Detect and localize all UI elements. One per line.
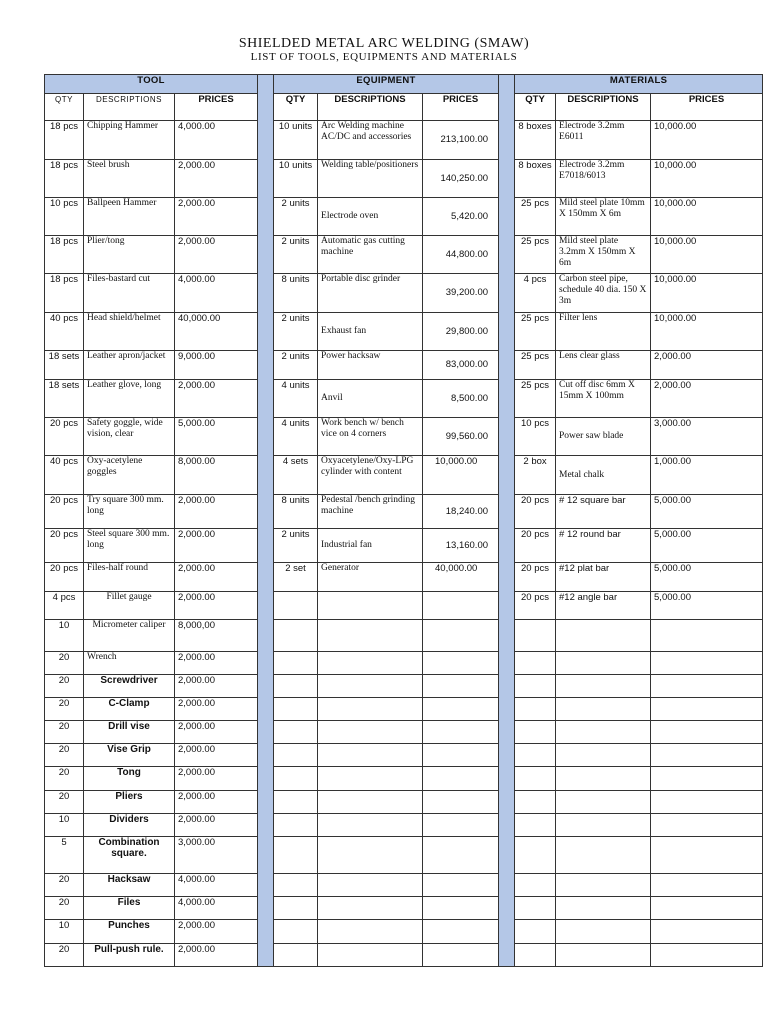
table-row xyxy=(45,897,763,920)
tool-price-cell: 3,000.00 xyxy=(175,836,258,873)
equipment-qty-cell xyxy=(274,813,318,836)
equipment-description-cell: Work bench w/ bench vice on 4 corners xyxy=(318,418,423,456)
tool-price-header: PRICES xyxy=(175,94,258,121)
tool-price-cell: 2,000.00 xyxy=(175,698,258,721)
equipment-description-cell xyxy=(318,674,423,697)
equipment-description-cell xyxy=(318,767,423,790)
equipment-desc-header: DESCRIPTIONS xyxy=(318,94,423,121)
equipment-qty-cell: 2 set xyxy=(274,563,318,592)
tool-description-cell: Dividers xyxy=(84,813,175,836)
materials-qty-cell: 8 boxes xyxy=(515,121,556,159)
tool-qty-cell: 20 xyxy=(45,698,84,721)
tool-qty-cell: 18 pcs xyxy=(45,274,84,312)
tool-price-cell: 2,000.00 xyxy=(175,197,258,235)
table-row xyxy=(45,619,763,651)
equipment-price-cell: 99,560.00 xyxy=(423,418,499,456)
materials-qty-cell: 2 box xyxy=(515,456,556,494)
table-row xyxy=(45,563,763,592)
table-row xyxy=(45,651,763,674)
materials-price-cell xyxy=(651,790,763,813)
equipment-price-cell xyxy=(423,813,499,836)
equipment-description-cell: Portable disc grinder xyxy=(318,274,423,312)
equipment-qty-cell xyxy=(274,836,318,873)
document-title: SHIELDED METAL ARC WELDING (SMAW) xyxy=(238,36,530,51)
materials-description-cell xyxy=(556,767,651,790)
tool-description-cell: Head shield/helmet xyxy=(84,312,175,350)
table-row xyxy=(45,721,763,744)
equipment-description-cell xyxy=(318,592,423,619)
equipment-qty-cell: 8 units xyxy=(274,494,318,528)
table-row xyxy=(45,418,763,456)
inventory-table xyxy=(44,74,763,967)
tool-description-cell: Hacksaw xyxy=(84,874,175,897)
materials-price-cell: 10,000.00 xyxy=(651,197,763,235)
equipment-price-cell xyxy=(423,874,499,897)
tool-price-cell: 9,000.00 xyxy=(175,350,258,379)
materials-qty-cell: 25 pcs xyxy=(515,350,556,379)
materials-description-cell: Metal chalk xyxy=(556,456,651,494)
materials-qty-cell xyxy=(515,619,556,651)
equipment-description-cell xyxy=(318,619,423,651)
tool-qty-cell: 20 pcs xyxy=(45,528,84,562)
equipment-price-cell xyxy=(423,836,499,873)
tool-price-cell: 4,000.00 xyxy=(175,874,258,897)
materials-description-cell: # 12 square bar xyxy=(556,494,651,528)
table-row xyxy=(45,767,763,790)
materials-description-cell xyxy=(556,813,651,836)
tool-description-cell: Oxy-acetylene goggles xyxy=(84,456,175,494)
tool-price-cell: 40,000.00 xyxy=(175,312,258,350)
materials-description-cell: Cut off disc 6mm X 15mm X 100mm xyxy=(556,379,651,417)
equipment-qty-cell xyxy=(274,721,318,744)
column-header-row xyxy=(45,94,763,121)
materials-price-cell: 2,000.00 xyxy=(651,379,763,417)
tool-qty-cell: 18 pcs xyxy=(45,121,84,159)
materials-price-cell: 1,000.00 xyxy=(651,456,763,494)
equipment-price-cell: 140,250.00 xyxy=(423,159,499,197)
materials-qty-header: QTY xyxy=(515,94,556,121)
tool-qty-cell: 5 xyxy=(45,836,84,873)
materials-price-cell xyxy=(651,651,763,674)
materials-price-cell: 10,000.00 xyxy=(651,274,763,312)
equipment-description-cell xyxy=(318,790,423,813)
materials-qty-cell: 20 pcs xyxy=(515,563,556,592)
materials-description-cell: Mild steel plate 3.2mm X 150mm X 6m xyxy=(556,236,651,274)
equipment-price-cell xyxy=(423,744,499,767)
equipment-price-cell: 8,500.00 xyxy=(423,379,499,417)
equipment-qty-cell: 4 units xyxy=(274,418,318,456)
equipment-description-cell xyxy=(318,943,423,966)
tool-qty-cell: 40 pcs xyxy=(45,312,84,350)
table-row xyxy=(45,698,763,721)
equipment-price-cell: 29,800.00 xyxy=(423,312,499,350)
equipment-description-cell: Oxyacetylene/Oxy-LPG cylinder with content xyxy=(318,456,423,494)
tool-description-cell: Vise Grip xyxy=(84,744,175,767)
tool-qty-cell: 20 xyxy=(45,897,84,920)
equipment-qty-cell: 2 units xyxy=(274,312,318,350)
materials-price-cell: 10,000.00 xyxy=(651,236,763,274)
equipment-price-cell: 213,100.00 xyxy=(423,121,499,159)
tool-description-cell: Try square 300 mm. long xyxy=(84,494,175,528)
tool-qty-cell: 20 xyxy=(45,767,84,790)
materials-price-cell: 2,000.00 xyxy=(651,350,763,379)
equipment-qty-cell: 10 units xyxy=(274,121,318,159)
section-equipment: EQUIPMENT xyxy=(274,75,499,94)
equipment-qty-cell: 2 units xyxy=(274,236,318,274)
materials-price-cell xyxy=(651,920,763,943)
tool-price-cell: 8,000.00 xyxy=(175,456,258,494)
tool-qty-cell: 20 xyxy=(45,721,84,744)
equipment-qty-cell: 2 units xyxy=(274,350,318,379)
materials-qty-cell: 10 pcs xyxy=(515,418,556,456)
tool-price-cell: 2,000.00 xyxy=(175,592,258,619)
tool-qty-cell: 20 xyxy=(45,943,84,966)
tool-qty-cell: 40 pcs xyxy=(45,456,84,494)
materials-qty-cell: 25 pcs xyxy=(515,236,556,274)
equipment-description-cell: Power hacksaw xyxy=(318,350,423,379)
materials-price-cell xyxy=(651,674,763,697)
materials-price-cell: 10,000.00 xyxy=(651,121,763,159)
equipment-price-cell xyxy=(423,674,499,697)
tool-qty-cell: 18 sets xyxy=(45,379,84,417)
tool-price-cell: 2,000.00 xyxy=(175,563,258,592)
tool-price-cell: 2,000.00 xyxy=(175,651,258,674)
tool-description-cell: Ballpeen Hammer xyxy=(84,197,175,235)
column-divider xyxy=(499,75,515,967)
tool-description-cell: Tong xyxy=(84,767,175,790)
equipment-price-cell xyxy=(423,698,499,721)
tool-description-cell: Plier/tong xyxy=(84,236,175,274)
materials-qty-cell xyxy=(515,790,556,813)
equipment-qty-cell: 8 units xyxy=(274,274,318,312)
materials-qty-cell: 20 pcs xyxy=(515,592,556,619)
equipment-description-cell xyxy=(318,813,423,836)
tool-description-cell: Pliers xyxy=(84,790,175,813)
table-row xyxy=(45,813,763,836)
tool-price-cell: 4,000.00 xyxy=(175,274,258,312)
materials-qty-cell xyxy=(515,897,556,920)
table-row xyxy=(45,744,763,767)
materials-qty-cell xyxy=(515,767,556,790)
materials-description-cell: #12 angle bar xyxy=(556,592,651,619)
equipment-price-cell: 13,160.00 xyxy=(423,528,499,562)
tool-description-cell: Fillet gauge xyxy=(84,592,175,619)
materials-price-cell: 10,000.00 xyxy=(651,159,763,197)
materials-description-cell xyxy=(556,651,651,674)
equipment-qty-cell xyxy=(274,698,318,721)
tool-qty-cell: 18 pcs xyxy=(45,236,84,274)
equipment-qty-cell: 2 units xyxy=(274,197,318,235)
equipment-qty-cell xyxy=(274,674,318,697)
materials-qty-cell: 25 pcs xyxy=(515,197,556,235)
table-row xyxy=(45,379,763,417)
section-materials: MATERIALS xyxy=(515,75,763,94)
tool-qty-header: QTY xyxy=(45,94,84,121)
tool-description-cell: Leather apron/jacket xyxy=(84,350,175,379)
tool-qty-cell: 10 pcs xyxy=(45,197,84,235)
materials-price-cell xyxy=(651,897,763,920)
tool-qty-cell: 20 xyxy=(45,674,84,697)
materials-price-cell xyxy=(651,619,763,651)
materials-qty-cell xyxy=(515,874,556,897)
equipment-description-cell xyxy=(318,721,423,744)
materials-description-cell: Carbon steel pipe, schedule 40 dia. 150 X 3m xyxy=(556,274,651,312)
equipment-description-cell xyxy=(318,744,423,767)
tool-description-cell: Screwdriver xyxy=(84,674,175,697)
equipment-qty-cell: 2 units xyxy=(274,528,318,562)
materials-price-cell xyxy=(651,874,763,897)
materials-qty-cell: 25 pcs xyxy=(515,312,556,350)
tool-qty-cell: 20 xyxy=(45,790,84,813)
materials-description-cell xyxy=(556,790,651,813)
tool-description-cell: Drill vise xyxy=(84,721,175,744)
materials-qty-cell xyxy=(515,721,556,744)
tool-qty-cell: 10 xyxy=(45,813,84,836)
equipment-description-cell xyxy=(318,920,423,943)
tool-price-cell: 2,000.00 xyxy=(175,767,258,790)
tool-description-cell: Chipping Hammer xyxy=(84,121,175,159)
table-row xyxy=(45,350,763,379)
table-row xyxy=(45,874,763,897)
materials-description-cell: Electrode 3.2mm E6011 xyxy=(556,121,651,159)
equipment-qty-cell xyxy=(274,744,318,767)
tool-price-cell: 2,000.00 xyxy=(175,744,258,767)
equipment-qty-cell xyxy=(274,592,318,619)
materials-description-cell xyxy=(556,721,651,744)
materials-description-cell: Filter lens xyxy=(556,312,651,350)
equipment-price-cell: 5,420.00 xyxy=(423,197,499,235)
table-row xyxy=(45,790,763,813)
equipment-description-cell: Electrode oven xyxy=(318,197,423,235)
tool-description-cell: Micrometer caliper xyxy=(84,619,175,651)
tool-qty-cell: 10 xyxy=(45,619,84,651)
equipment-price-cell xyxy=(423,592,499,619)
materials-qty-cell xyxy=(515,836,556,873)
equipment-qty-cell xyxy=(274,874,318,897)
table-row xyxy=(45,494,763,528)
tool-price-cell: 5,000.00 xyxy=(175,418,258,456)
materials-price-cell xyxy=(651,836,763,873)
table-row xyxy=(45,312,763,350)
section-header-row xyxy=(45,75,763,94)
materials-description-cell: Electrode 3.2mm E7018/6013 xyxy=(556,159,651,197)
table-row xyxy=(45,528,763,562)
equipment-price-cell: 40,000.00 xyxy=(423,563,499,592)
equipment-price-cell xyxy=(423,943,499,966)
materials-description-cell: # 12 round bar xyxy=(556,528,651,562)
tool-price-cell: 2,000.00 xyxy=(175,813,258,836)
materials-price-cell xyxy=(651,744,763,767)
tool-price-cell: 2,000.00 xyxy=(175,494,258,528)
equipment-price-cell: 83,000.00 xyxy=(423,350,499,379)
table-row xyxy=(45,456,763,494)
tool-description-cell: C-Clamp xyxy=(84,698,175,721)
materials-price-cell: 3,000.00 xyxy=(651,418,763,456)
equipment-qty-cell xyxy=(274,619,318,651)
tool-price-cell: 2,000.00 xyxy=(175,159,258,197)
equipment-description-cell xyxy=(318,874,423,897)
materials-qty-cell xyxy=(515,943,556,966)
tool-price-cell: 8,000,00 xyxy=(175,619,258,651)
materials-price-cell xyxy=(651,721,763,744)
materials-price-cell: 5,000.00 xyxy=(651,592,763,619)
materials-qty-cell xyxy=(515,651,556,674)
tool-description-cell: Punches xyxy=(84,920,175,943)
equipment-description-cell: Arc Welding machine AC/DC and accessories xyxy=(318,121,423,159)
document-subtitle: LIST OF TOOLS, EQUIPMENTS AND MATERIALS xyxy=(250,51,518,63)
materials-qty-cell: 4 pcs xyxy=(515,274,556,312)
section-tool: TOOL xyxy=(45,75,258,94)
materials-description-cell: Mild steel plate 10mm X 150mm X 6m xyxy=(556,197,651,235)
materials-price-cell xyxy=(651,813,763,836)
equipment-qty-cell: 4 sets xyxy=(274,456,318,494)
materials-description-cell xyxy=(556,897,651,920)
equipment-qty-cell xyxy=(274,897,318,920)
equipment-price-cell: 44,800.00 xyxy=(423,236,499,274)
column-divider xyxy=(258,75,274,967)
materials-description-cell xyxy=(556,744,651,767)
equipment-qty-cell: 10 units xyxy=(274,159,318,197)
tool-price-cell: 2,000.00 xyxy=(175,920,258,943)
materials-description-cell xyxy=(556,698,651,721)
tool-description-cell: Steel brush xyxy=(84,159,175,197)
materials-qty-cell xyxy=(515,920,556,943)
materials-qty-cell: 20 pcs xyxy=(515,494,556,528)
tool-description-cell: Combination square. xyxy=(84,836,175,873)
materials-qty-cell xyxy=(515,813,556,836)
tool-price-cell: 2,000.00 xyxy=(175,236,258,274)
materials-desc-header: DESCRIPTIONS xyxy=(556,94,651,121)
equipment-price-cell xyxy=(423,721,499,744)
equipment-description-cell xyxy=(318,651,423,674)
materials-qty-cell: 8 boxes xyxy=(515,159,556,197)
table-row xyxy=(45,592,763,619)
equipment-price-cell: 10,000.00 xyxy=(423,456,499,494)
equipment-description-cell: Anvil xyxy=(318,379,423,417)
materials-description-cell xyxy=(556,836,651,873)
equipment-price-cell xyxy=(423,897,499,920)
materials-qty-cell: 25 pcs xyxy=(515,379,556,417)
materials-description-cell xyxy=(556,943,651,966)
table-row xyxy=(45,197,763,235)
equipment-description-cell: Pedestal /bench grinding machine xyxy=(318,494,423,528)
tool-description-cell: Safety goggle, wide vision, clear xyxy=(84,418,175,456)
tool-qty-cell: 20 pcs xyxy=(45,418,84,456)
table-row xyxy=(45,236,763,274)
equipment-qty-cell xyxy=(274,651,318,674)
table-row xyxy=(45,836,763,873)
equipment-price-cell xyxy=(423,651,499,674)
materials-description-cell: Power saw blade xyxy=(556,418,651,456)
tool-qty-cell: 18 sets xyxy=(45,350,84,379)
materials-price-cell: 5,000.00 xyxy=(651,528,763,562)
materials-qty-cell: 20 pcs xyxy=(515,528,556,562)
tool-description-cell: Files-bastard cut xyxy=(84,274,175,312)
materials-price-cell xyxy=(651,767,763,790)
tool-description-cell: Files xyxy=(84,897,175,920)
tool-price-cell: 2,000.00 xyxy=(175,721,258,744)
materials-qty-cell xyxy=(515,674,556,697)
materials-qty-cell xyxy=(515,698,556,721)
equipment-price-cell: 18,240.00 xyxy=(423,494,499,528)
equipment-description-cell: Industrial fan xyxy=(318,528,423,562)
equipment-description-cell: Exhaust fan xyxy=(318,312,423,350)
equipment-price-cell xyxy=(423,619,499,651)
materials-description-cell: #12 plat bar xyxy=(556,563,651,592)
materials-price-cell: 5,000.00 xyxy=(651,494,763,528)
equipment-description-cell xyxy=(318,897,423,920)
tool-price-cell: 2,000.00 xyxy=(175,943,258,966)
equipment-qty-cell: 4 units xyxy=(274,379,318,417)
tool-qty-cell: 20 xyxy=(45,744,84,767)
materials-description-cell xyxy=(556,874,651,897)
equipment-qty-header: QTY xyxy=(274,94,318,121)
materials-qty-cell xyxy=(515,744,556,767)
tool-desc-header: DESCRIPTIONS xyxy=(84,94,175,121)
materials-description-cell: Lens clear glass xyxy=(556,350,651,379)
table-row xyxy=(45,943,763,966)
tool-qty-cell: 20 xyxy=(45,651,84,674)
table-row xyxy=(45,920,763,943)
table-row xyxy=(45,121,763,159)
tool-description-cell: Leather glove, long xyxy=(84,379,175,417)
equipment-description-cell xyxy=(318,836,423,873)
equipment-price-header: PRICES xyxy=(423,94,499,121)
equipment-description-cell: Automatic gas cutting machine xyxy=(318,236,423,274)
tool-price-cell: 2,000.00 xyxy=(175,790,258,813)
materials-price-header: PRICES xyxy=(651,94,763,121)
equipment-qty-cell xyxy=(274,767,318,790)
tool-description-cell: Wrench xyxy=(84,651,175,674)
equipment-description-cell: Welding table/positioners xyxy=(318,159,423,197)
tool-price-cell: 4,000.00 xyxy=(175,121,258,159)
equipment-qty-cell xyxy=(274,790,318,813)
tool-price-cell: 2,000.00 xyxy=(175,379,258,417)
equipment-price-cell xyxy=(423,767,499,790)
tool-qty-cell: 20 pcs xyxy=(45,494,84,528)
table-row xyxy=(45,274,763,312)
tool-price-cell: 4,000.00 xyxy=(175,897,258,920)
materials-description-cell xyxy=(556,674,651,697)
tool-description-cell: Files-half round xyxy=(84,563,175,592)
materials-price-cell: 10,000.00 xyxy=(651,312,763,350)
equipment-description-cell: Generator xyxy=(318,563,423,592)
tool-qty-cell: 20 xyxy=(45,874,84,897)
equipment-qty-cell xyxy=(274,943,318,966)
tool-qty-cell: 10 xyxy=(45,920,84,943)
materials-price-cell xyxy=(651,943,763,966)
equipment-price-cell: 39,200.00 xyxy=(423,274,499,312)
tool-description-cell: Pull-push rule. xyxy=(84,943,175,966)
materials-price-cell xyxy=(651,698,763,721)
table-row xyxy=(45,674,763,697)
equipment-qty-cell xyxy=(274,920,318,943)
tool-qty-cell: 20 pcs xyxy=(45,563,84,592)
equipment-price-cell xyxy=(423,920,499,943)
materials-description-cell xyxy=(556,920,651,943)
materials-description-cell xyxy=(556,619,651,651)
tool-qty-cell: 4 pcs xyxy=(45,592,84,619)
tool-description-cell: Steel square 300 mm. long xyxy=(84,528,175,562)
materials-price-cell: 5,000.00 xyxy=(651,563,763,592)
equipment-description-cell xyxy=(318,698,423,721)
tool-price-cell: 2,000.00 xyxy=(175,674,258,697)
equipment-price-cell xyxy=(423,790,499,813)
tool-price-cell: 2,000.00 xyxy=(175,528,258,562)
tool-qty-cell: 18 pcs xyxy=(45,159,84,197)
table-row xyxy=(45,159,763,197)
